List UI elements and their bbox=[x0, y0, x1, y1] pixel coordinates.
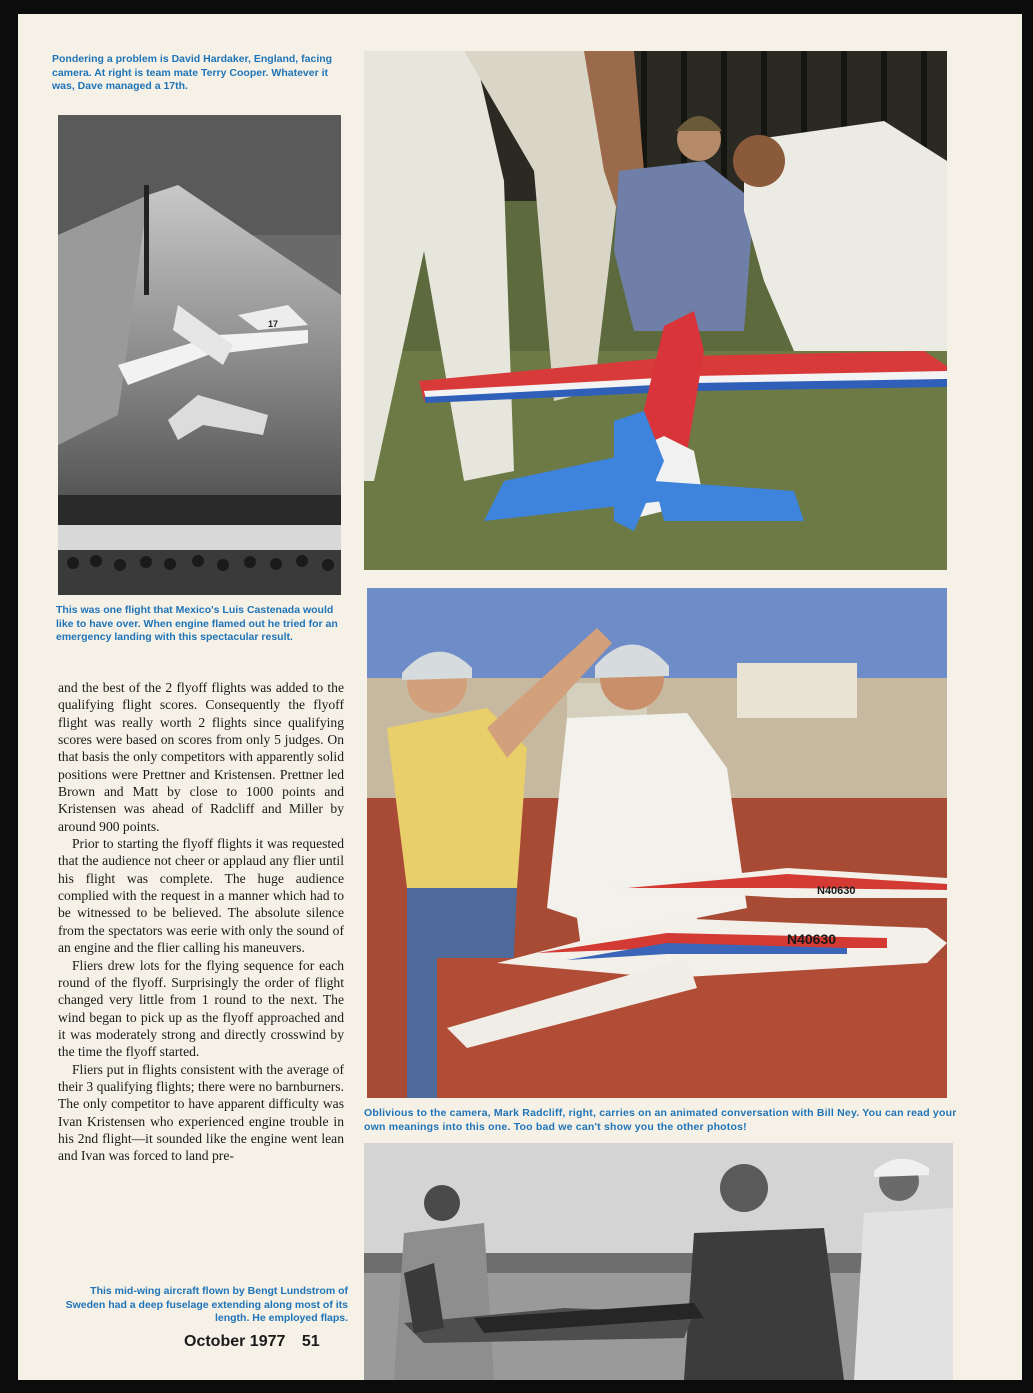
article-paragraph-4: Fliers put in flights consistent with the average of their 3 qualifying flights; there were no barnburners. The only competitor to have apparent difficulty was Ivan Kristensen who experienced engine trouble in his 2nd flight—it sounded like the engine went lean and Ivan was forced to land pre- bbox=[58, 1061, 344, 1164]
article-body bbox=[58, 679, 344, 1279]
photo-lundstrom-aircraft bbox=[364, 1143, 953, 1380]
caption-hardaker: Pondering a problem is David Hardaker, England, facing camera. At right is team mate Terry Cooper. Whatever it was, Dave managed a 17th. bbox=[52, 53, 333, 92]
photo-registration-back: N40630 bbox=[817, 885, 856, 897]
caption-radcliff: Oblivious to the camera, Mark Radcliff, right, carries on an animated conversation with Bill Ney. You can read your own meanings into this one. Too bad we can't show you the other photos! bbox=[364, 1107, 957, 1133]
article-paragraph-2: Prior to starting the flyoff flights it was requested that the audience not cheer or applaud any flier until his flight was complete. The huge audience complied with the request in a manner which had to be witnessed to be believed. The absolute silence from the spectators was eerie with only the sound of an engine and the flier calling his maneuvers. bbox=[58, 836, 344, 956]
photo-crash-castenada bbox=[58, 115, 341, 595]
photo-hardaker bbox=[364, 51, 947, 570]
caption-castenada: This was one flight that Mexico's Luis Castenada would like to have over. When engine flamed out he tried for an emergency landing with this spectacular result. bbox=[56, 604, 338, 643]
caption-lundstrom: This mid-wing aircraft flown by Bengt Lundstrom of Sweden had a deep fuselage extending along most of its length. He employed flaps. bbox=[65, 1285, 348, 1324]
crash-wing-mark: 17 bbox=[268, 319, 279, 329]
page-footer bbox=[184, 1333, 320, 1351]
article-paragraph-1: and the best of the 2 flyoff flights was added to the qualifying flight scores. Consequently the flyoff flight was really worth 2 flights since qualifying scores were based on scores from only 5 judges. On that basis the only competitors with apparently solid positions were Prettner and Kristensen. Prettner led Brown and Matt by close to 1000 points and Kristensen was ahead of Radcliff and Miller by around 900 points. bbox=[58, 680, 344, 834]
magazine-page bbox=[18, 14, 1022, 1380]
photo-registration: N40630 bbox=[787, 931, 837, 947]
issue-date: October 1977 bbox=[184, 1333, 286, 1350]
page-number: 51 bbox=[301, 1333, 320, 1350]
article-paragraph-3: Fliers drew lots for the flying sequence for each round of the flyoff. Surprisingly the order of flight changed very little from 1 round to the next. The wind began to pick up as the flyoff approached and it was moderately strong and directly crosswind by the time the flyoff started. bbox=[58, 957, 344, 1060]
photo-radcliff-ney bbox=[367, 588, 947, 1098]
